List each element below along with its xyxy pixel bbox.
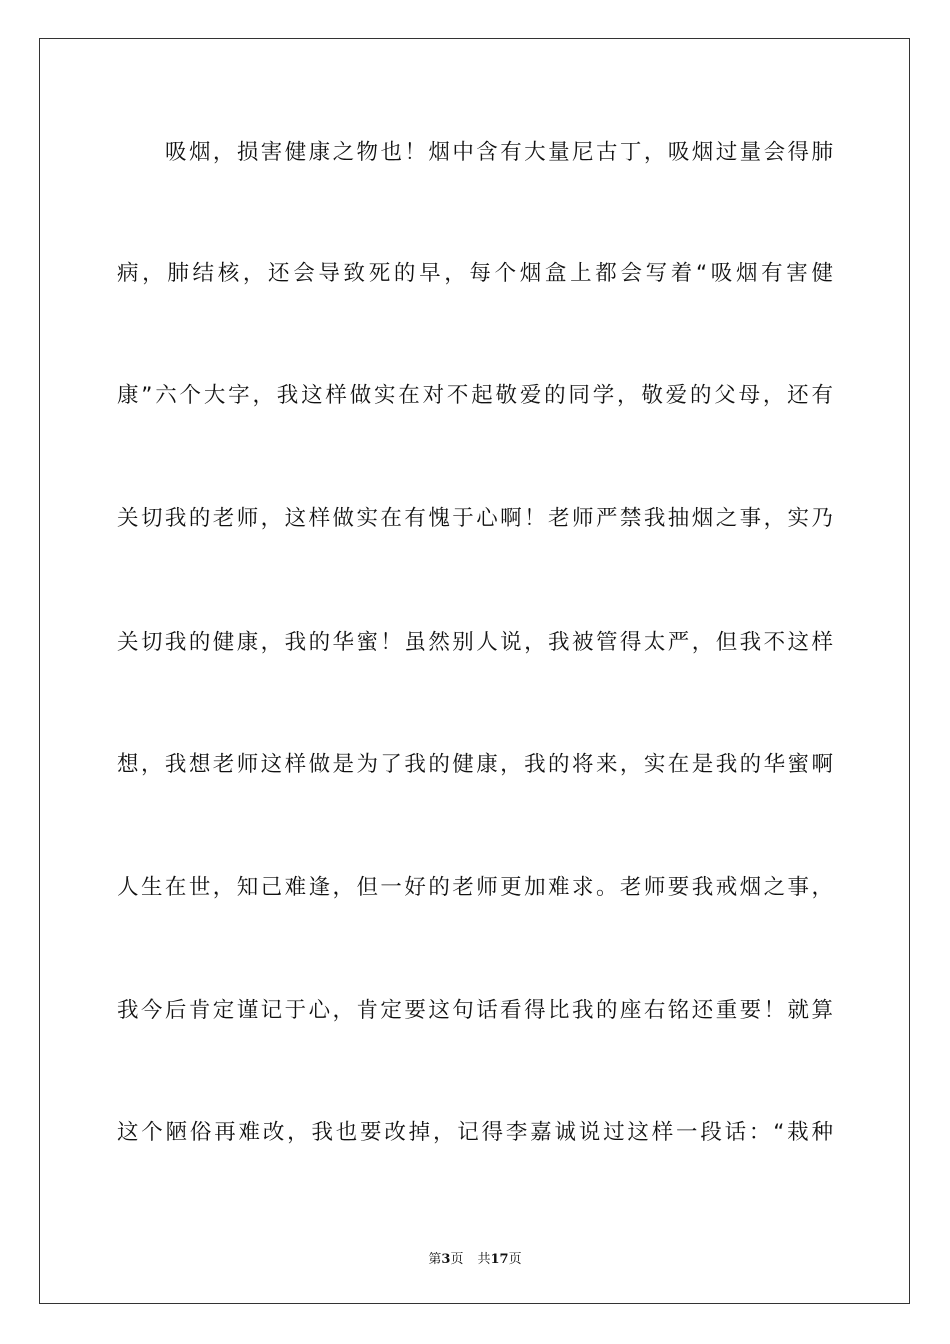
body-text-line: 关切我的健康，我的华蜜！虽然别人说，我被管得太严，但我不这样 bbox=[117, 630, 833, 655]
total-suffix: 页 bbox=[508, 1252, 522, 1267]
total-prefix: 共 bbox=[477, 1252, 491, 1267]
body-text-line: 我今后肯定谨记于心，肯定要这句话看得比我的座右铭还重要！就算 bbox=[117, 998, 833, 1023]
page-number: 3 bbox=[441, 1252, 451, 1267]
body-text-line: 想，我想老师这样做是为了我的健康，我的将来，实在是我的华蜜啊 bbox=[117, 752, 833, 777]
page-suffix: 页 bbox=[450, 1252, 464, 1267]
body-text-line: 康”六个大字，我这样做实在对不起敬爱的同学，敬爱的父母，还有 bbox=[117, 383, 833, 408]
body-text-line: 吸烟，损害健康之物也！烟中含有大量尼古丁，吸烟过量会得肺 bbox=[165, 140, 833, 165]
total-pages: 17 bbox=[490, 1252, 509, 1267]
page-border bbox=[39, 38, 910, 1304]
page-footer bbox=[0, 1248, 950, 1267]
body-text-line: 关切我的老师，这样做实在有愧于心啊！老师严禁我抽烟之事，实乃 bbox=[117, 506, 833, 531]
page-prefix: 第 bbox=[428, 1252, 442, 1267]
body-text-line: 人生在世，知己难逢，但一好的老师更加难求。老师要我戒烟之事， bbox=[117, 875, 833, 900]
body-text-line: 病，肺结核，还会导致死的早，每个烟盒上都会写着“吸烟有害健 bbox=[117, 261, 833, 286]
body-text-line: 这个陋俗再难改，我也要改掉，记得李嘉诚说过这样一段话：“栽种 bbox=[117, 1120, 833, 1145]
